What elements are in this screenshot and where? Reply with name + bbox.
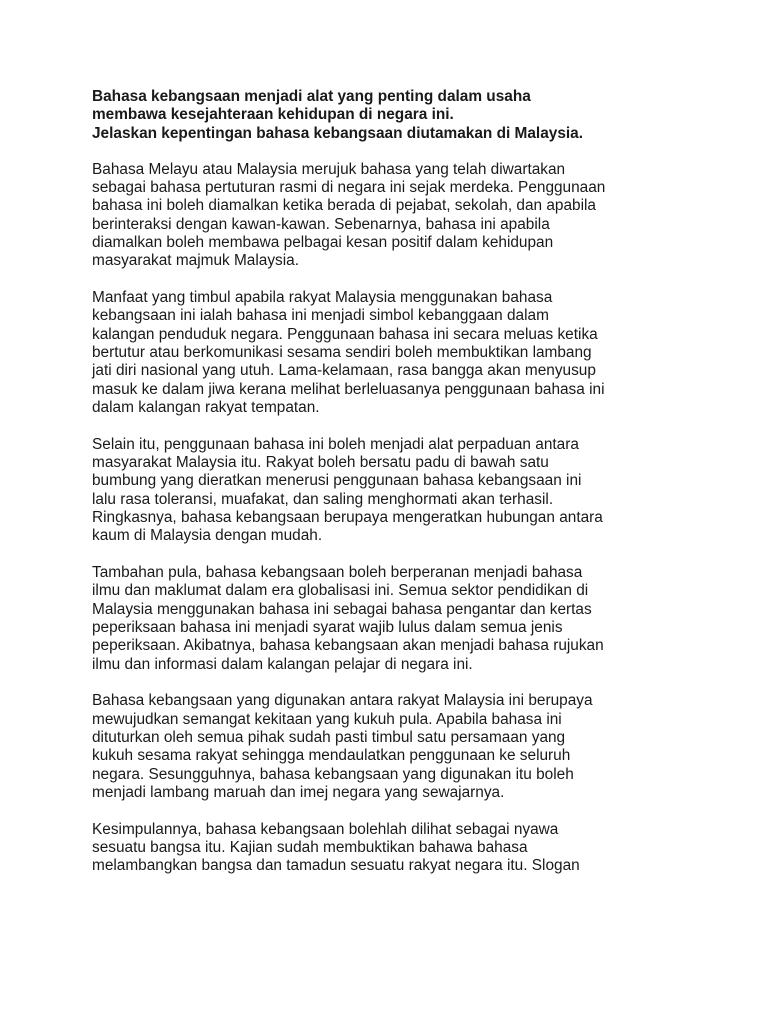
paragraph-point-1 [92, 289, 682, 417]
text-line: Tambahan pula, bahasa kebangsaan boleh berperanan menjadi bahasa [92, 564, 583, 582]
text-line: bumbung yang dieratkan menerusi penggunaan bahasa kebangsaan ini [92, 472, 582, 490]
paragraph-point-4 [92, 692, 682, 802]
text-line: kalangan penduduk negara. Penggunaan bahasa ini secara meluas ketika [92, 325, 598, 343]
text-line: peperiksaan. Akibatnya, bahasa kebangsaan akan menjadi bahasa rujukan [92, 637, 604, 655]
text-line: masyarakat Malaysia itu. Rakyat boleh bersatu padu di bawah satu [92, 454, 549, 472]
paragraph-point-2 [92, 436, 682, 546]
text-line: Selain itu, penggunaan bahasa ini boleh menjadi alat perpaduan antara [92, 435, 579, 453]
text-line: kaum di Malaysia dengan mudah. [92, 527, 323, 545]
text-line: dalam kalangan rakyat tempatan. [92, 398, 320, 416]
document-page [92, 88, 682, 894]
text-line: sesuatu bangsa itu. Kajian sudah membuktikan bahawa bahasa [92, 838, 528, 856]
text-line: Kesimpulannya, bahasa kebangsaan bolehlah dilihat sebagai nyawa [92, 820, 559, 838]
text-line: Bahasa Melayu atau Malaysia merujuk bahasa yang telah diwartakan [92, 160, 566, 178]
text-line: bertutur atau berkomunikasi sesama sendiri boleh membuktikan lambang [92, 344, 592, 362]
text-line: kebangsaan ini ialah bahasa ini menjadi simbol kebanggaan dalam [92, 307, 549, 325]
text-line: Malaysia menggunakan bahasa ini sebagai bahasa pengantar dan kertas [92, 600, 592, 618]
text-line: peperiksaan bahasa ini menjadi syarat wajib lulus dalam semua jenis [92, 618, 563, 636]
text-line: masuk ke dalam jiwa kerana melihat berleluasanya penggunaan bahasa ini [92, 380, 605, 398]
text-line: mewujudkan semangat kekitaan yang kukuh pula. Apabila bahasa ini [92, 710, 562, 728]
text-line: lalu rasa toleransi, muafakat, dan saling menghormati akan terhasil. [92, 490, 554, 508]
heading-line: membawa kesejahteraan kehidupan di negara ini. [92, 106, 454, 124]
paragraph-point-3 [92, 564, 682, 674]
text-line: Bahasa kebangsaan yang digunakan antara rakyat Malaysia ini berupaya [92, 692, 593, 710]
text-line: negara. Sesungguhnya, bahasa kebangsaan yang digunakan itu boleh [92, 765, 574, 783]
text-line: jati diri nasional yang utuh. Lama-kelamaan, rasa bangga akan menyusup [92, 362, 596, 380]
heading-line: Jelaskan kepentingan bahasa kebangsaan diutamakan di Malaysia. [92, 124, 583, 142]
text-line: melambangkan bangsa dan tamadun sesuatu rakyat negara itu. Slogan [92, 857, 580, 875]
text-line: kukuh sesama rakyat sehingga mendaulatkan penggunaan ke seluruh [92, 747, 571, 765]
essay-question-heading [92, 88, 682, 143]
text-line: menjadi lambang maruah dan imej negara yang sewajarnya. [92, 783, 505, 801]
paragraph-conclusion [92, 821, 682, 876]
text-line: sebagai bahasa pertuturan rasmi di negara ini sejak merdeka. Penggunaan [92, 179, 606, 197]
text-line: Ringkasnya, bahasa kebangsaan berupaya mengeratkan hubungan antara [92, 508, 603, 526]
text-line: ilmu dan informasi dalam kalangan pelajar di negara ini. [92, 655, 473, 673]
text-line: masyarakat majmuk Malaysia. [92, 252, 299, 270]
text-line: bahasa ini boleh diamalkan ketika berada di pejabat, sekolah, dan apabila [92, 197, 596, 215]
text-line: ilmu dan maklumat dalam era globalisasi ini. Semua sektor pendidikan di [92, 582, 589, 600]
paragraph-introduction [92, 161, 682, 271]
text-line: dituturkan oleh semua pihak sudah pasti timbul satu persamaan yang [92, 728, 566, 746]
text-line: Manfaat yang timbul apabila rakyat Malaysia menggunakan bahasa [92, 289, 553, 307]
text-line: diamalkan boleh membawa pelbagai kesan positif dalam kehidupan [92, 234, 554, 252]
text-line: berinteraksi dengan kawan-kawan. Sebenarnya, bahasa ini apabila [92, 215, 550, 233]
heading-line: Bahasa kebangsaan menjadi alat yang penting dalam usaha [92, 88, 531, 105]
